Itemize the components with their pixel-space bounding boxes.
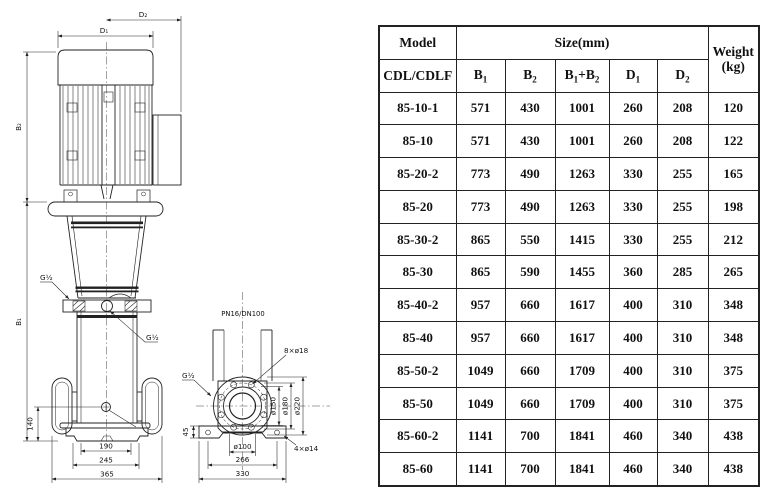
dim-365-label: 365: [100, 469, 114, 479]
value-cell: 660: [505, 289, 555, 322]
dim-d2-label: D₂: [138, 10, 148, 19]
value-cell: 330: [609, 158, 657, 191]
value-cell: 310: [657, 322, 708, 355]
value-cell: 1141: [456, 420, 505, 453]
value-cell: 310: [657, 289, 708, 322]
bolt-holes-label: 8×ø18: [284, 346, 309, 355]
model-cell: 85-50: [379, 387, 456, 420]
value-cell: 340: [657, 453, 708, 486]
value-cell: 550: [505, 223, 555, 256]
value-cell: 773: [456, 158, 505, 191]
discharge-flange: [142, 378, 162, 434]
value-cell: 400: [609, 354, 657, 387]
series-header: CDL/CDLF: [379, 59, 456, 92]
value-cell: 660: [505, 354, 555, 387]
table-row: [379, 223, 759, 256]
value-cell: 1841: [555, 453, 609, 486]
value-cell: 1001: [555, 92, 609, 125]
value-cell: 438: [708, 453, 759, 486]
foot-holes-label: 4×ø14: [294, 444, 319, 453]
value-cell: 438: [708, 420, 759, 453]
table-row: [379, 354, 759, 387]
model-cell: 85-40: [379, 322, 456, 355]
table-header-row-1: [379, 26, 759, 59]
col-d1-header: $D_1$: [609, 59, 657, 92]
value-cell: 1263: [555, 158, 609, 191]
model-cell: 85-30-2: [379, 223, 456, 256]
table-header-row-2: [379, 59, 759, 92]
value-cell: 120: [708, 92, 759, 125]
value-cell: 430: [505, 92, 555, 125]
table-row: [379, 190, 759, 223]
dia100-label: ø100: [233, 442, 252, 451]
value-cell: 260: [609, 92, 657, 125]
value-cell: 1709: [555, 354, 609, 387]
value-cell: 660: [505, 322, 555, 355]
value-cell: 255: [657, 190, 708, 223]
value-cell: 1141: [456, 453, 505, 486]
weight-header-line2: (kg): [721, 59, 745, 75]
value-cell: 865: [456, 223, 505, 256]
model-header: Model: [379, 26, 456, 59]
value-cell: 198: [708, 190, 759, 223]
value-cell: 1617: [555, 322, 609, 355]
value-cell: 212: [708, 223, 759, 256]
motor-fins: [63, 86, 149, 184]
table-row: [379, 322, 759, 355]
model-cell: 85-20: [379, 190, 456, 223]
weight-header-line1: Weight: [712, 44, 754, 60]
value-cell: 700: [505, 453, 555, 486]
value-cell: 1455: [555, 256, 609, 289]
dim-b2-label: B₂: [14, 123, 23, 131]
value-cell: 310: [657, 354, 708, 387]
dim-45-label: 45: [181, 427, 190, 437]
model-cell: 85-40-2: [379, 289, 456, 322]
dia150-label: ø150: [268, 396, 278, 416]
value-cell: 590: [505, 256, 555, 289]
col-d2-header: $D_2$: [657, 59, 708, 92]
value-cell: 400: [609, 387, 657, 420]
table-row: [379, 92, 759, 125]
value-cell: 400: [609, 289, 657, 322]
dia180-label: ø180: [280, 396, 290, 416]
value-cell: 1415: [555, 223, 609, 256]
col-b2-header: $B_2$: [505, 59, 555, 92]
col-b1-header: $B_1$: [456, 59, 505, 92]
value-cell: 957: [456, 289, 505, 322]
table-row: [379, 420, 759, 453]
dim-140-label: 140: [25, 417, 35, 431]
table-row: [379, 453, 759, 486]
value-cell: 310: [657, 387, 708, 420]
dim-245-label: 245: [99, 455, 113, 465]
model-cell: 85-60-2: [379, 420, 456, 453]
flange-spec-label: PN16/DN100: [221, 310, 265, 318]
flange-plug-label: G½: [182, 371, 195, 380]
value-cell: 571: [456, 92, 505, 125]
value-cell: 773: [456, 190, 505, 223]
value-cell: 865: [456, 256, 505, 289]
table-row: [379, 125, 759, 158]
motor-stool-plate: [48, 202, 163, 216]
size-header: Size(mm): [456, 26, 708, 59]
terminal-box: [153, 115, 181, 185]
value-cell: 285: [657, 256, 708, 289]
value-cell: 1001: [555, 125, 609, 158]
flange-view-labels: [181, 310, 319, 478]
table-row: [379, 387, 759, 420]
value-cell: 165: [708, 158, 759, 191]
value-cell: 255: [657, 158, 708, 191]
value-cell: 700: [505, 420, 555, 453]
model-cell: 85-20-2: [379, 158, 456, 191]
model-cell: 85-60: [379, 453, 456, 486]
value-cell: 375: [708, 354, 759, 387]
value-cell: 122: [708, 125, 759, 158]
value-cell: 375: [708, 387, 759, 420]
value-cell: 340: [657, 420, 708, 453]
value-cell: 1841: [555, 420, 609, 453]
value-cell: 460: [609, 453, 657, 486]
value-cell: 490: [505, 190, 555, 223]
value-cell: 1263: [555, 190, 609, 223]
value-cell: 348: [708, 289, 759, 322]
table-row: [379, 289, 759, 322]
plug-upper-label: G½: [40, 273, 53, 282]
model-cell: 85-10-1: [379, 92, 456, 125]
value-cell: 1617: [555, 289, 609, 322]
motor-cap: [58, 50, 153, 85]
value-cell: 265: [708, 256, 759, 289]
model-cell: 85-30: [379, 256, 456, 289]
plug-head-label: G½: [146, 333, 159, 342]
value-cell: 208: [657, 125, 708, 158]
value-cell: 1049: [456, 354, 505, 387]
dim-330-label: 330: [235, 469, 250, 478]
dim-190-label: 190: [99, 441, 113, 451]
weight-header: [708, 26, 759, 92]
col-b1b2-header: $B_1+B_2$: [555, 59, 609, 92]
dimension-table: [378, 25, 760, 487]
table-row: [379, 158, 759, 191]
value-cell: 1049: [456, 387, 505, 420]
value-cell: 360: [609, 256, 657, 289]
value-cell: 255: [657, 223, 708, 256]
value-cell: 957: [456, 322, 505, 355]
value-cell: 330: [609, 223, 657, 256]
model-cell: 85-10: [379, 125, 456, 158]
pump-front-view: [48, 42, 181, 448]
value-cell: 660: [505, 387, 555, 420]
priming-port: [102, 301, 113, 312]
value-cell: 400: [609, 322, 657, 355]
value-cell: 260: [609, 125, 657, 158]
size-table-body: [379, 92, 759, 486]
value-cell: 1709: [555, 387, 609, 420]
dim-d1-label: D₁: [99, 26, 109, 35]
value-cell: 571: [456, 125, 505, 158]
value-cell: 348: [708, 322, 759, 355]
value-cell: 208: [657, 92, 708, 125]
dim-b1-label: B₁: [14, 318, 23, 326]
value-cell: 330: [609, 190, 657, 223]
pump-base-front: [60, 423, 150, 441]
value-cell: 430: [505, 125, 555, 158]
dim-266-label: 266: [235, 455, 250, 464]
model-cell: 85-50-2: [379, 354, 456, 387]
value-cell: 490: [505, 158, 555, 191]
suction-flange: [52, 378, 72, 434]
dia220-label: ø220: [292, 396, 302, 416]
value-cell: 460: [609, 420, 657, 453]
table-row: [379, 256, 759, 289]
